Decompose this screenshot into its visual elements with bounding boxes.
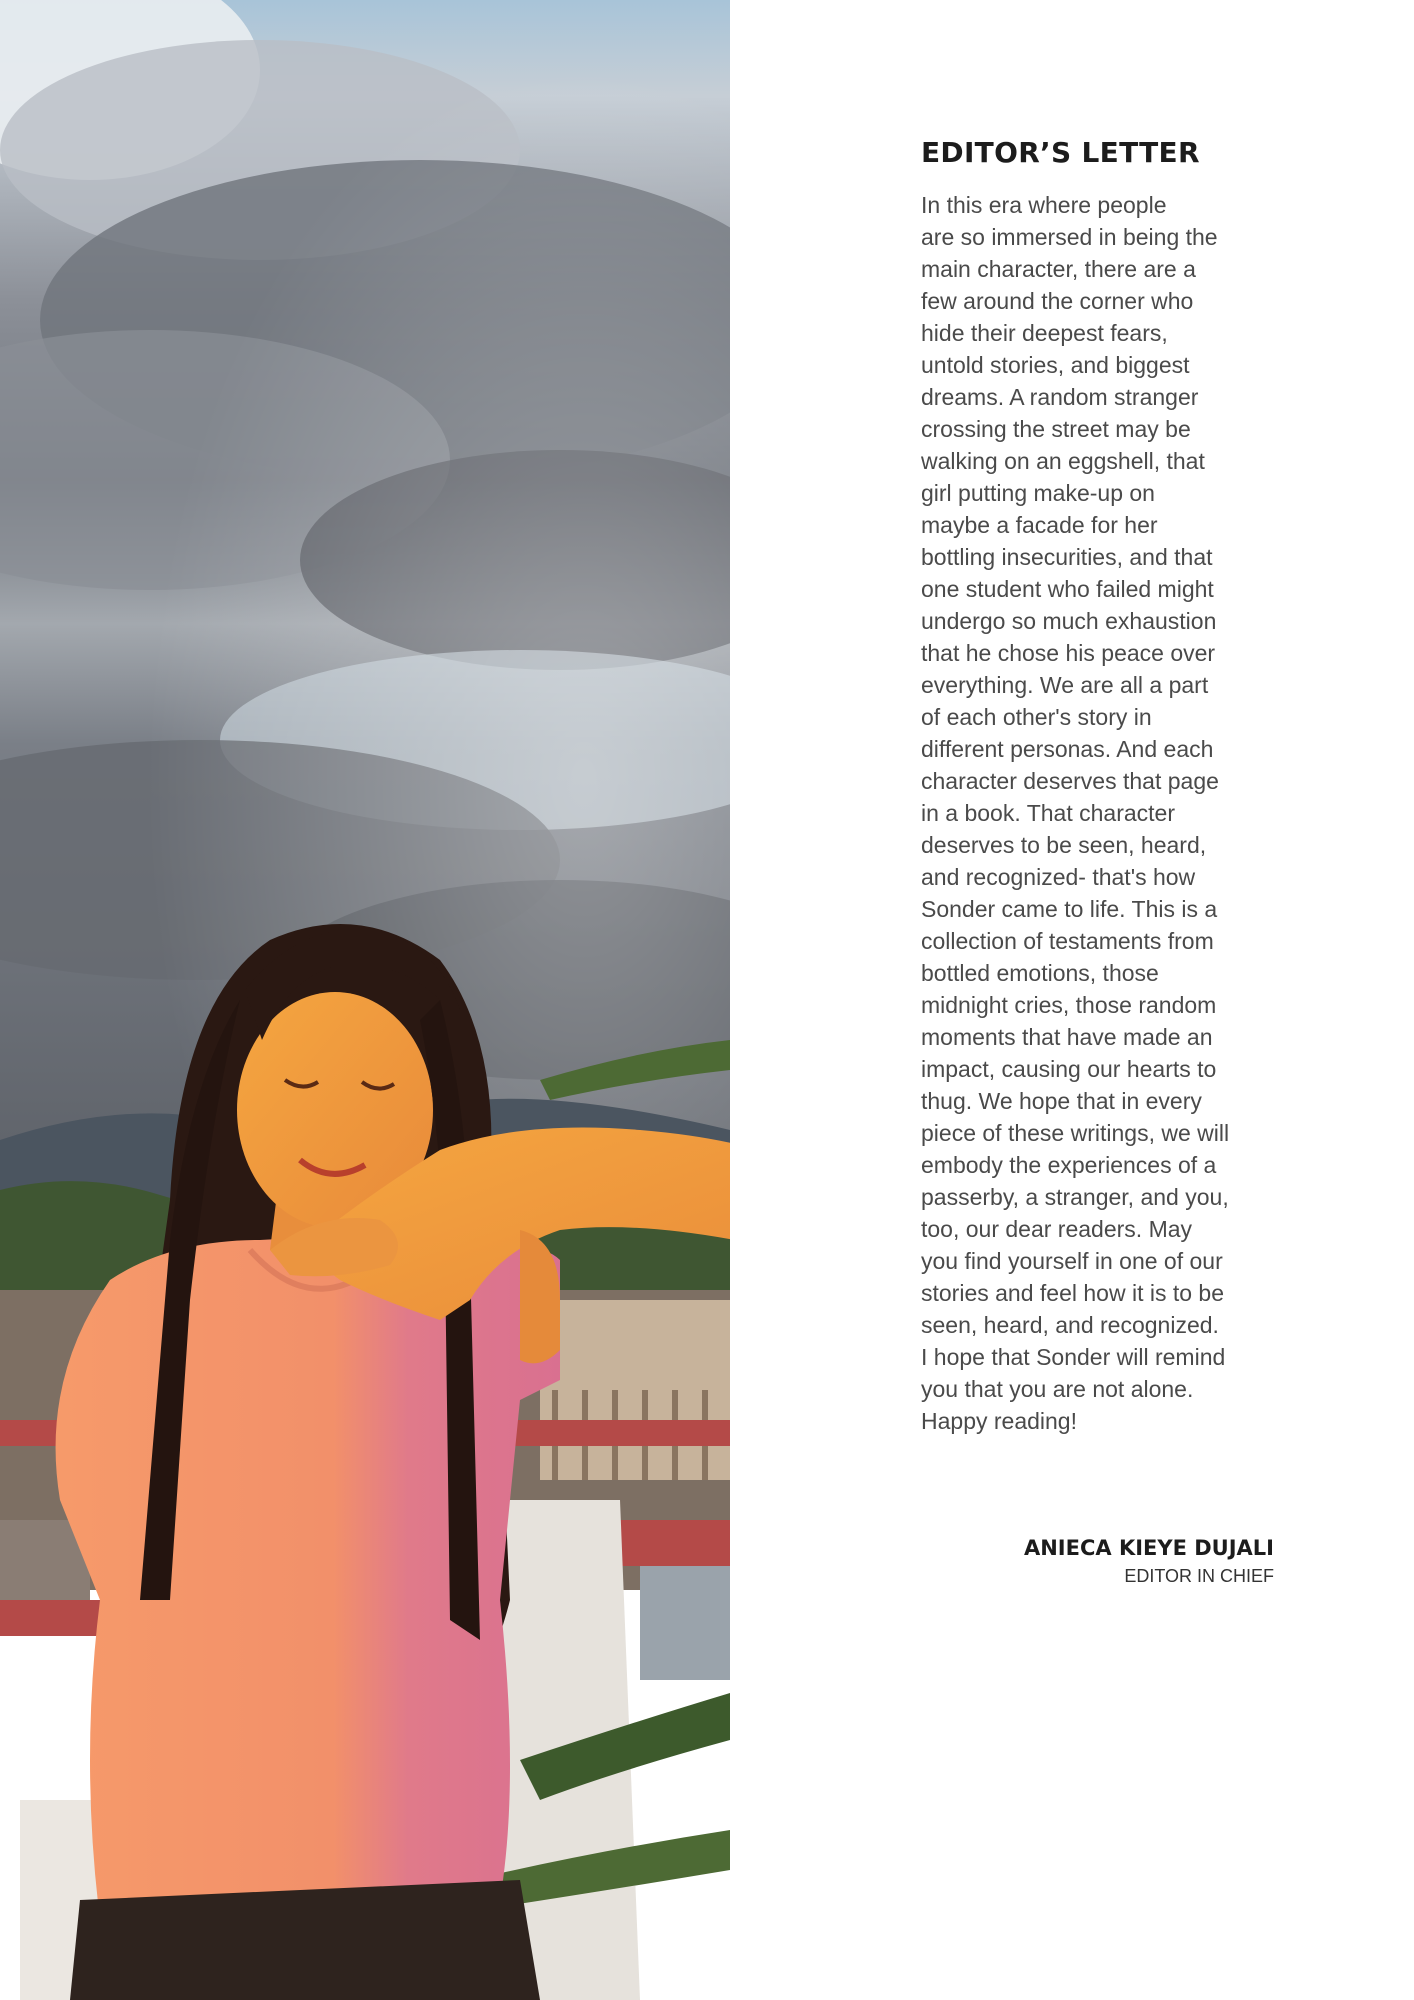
signature-block (1024, 1536, 1274, 1587)
editors-letter (921, 136, 1381, 1437)
signature-name: ANIECA KIEYE DUJALI (1023, 1536, 1274, 1560)
letter-body: In this era where people are so immersed in being the main character, there are a few around the corner who hide their deepest fears, untold stories, and biggest dreams. A random stranger crossing the street may be walking on an eggshell, that girl putting make-up on maybe a facade for her bottling insecurities, and that one student who failed might undergo so much exhaustion that he chose his peace over everything. We are all a part of each other's story in different personas. And each character deserves that page in a book. That character deserves to be seen, heard, and recognized- that's how Sonder came to life. This is a collection of testaments from bottled emotions, those midnight cries, those random moments that have made an impact, causing our hearts to thug. We hope that in every piece of these writings, we will embody the experiences of a passerby, a stranger, and you, too, our dear readers. May you find yourself in one of our stories and feel how it is to be seen, heard, and recognized. I hope that Sonder will remind you that you are not alone. Happy reading! (921, 192, 1230, 1434)
signature-role: EDITOR IN CHIEF (1124, 1566, 1274, 1586)
letter-title: EDITOR’S LETTER (921, 136, 1200, 169)
